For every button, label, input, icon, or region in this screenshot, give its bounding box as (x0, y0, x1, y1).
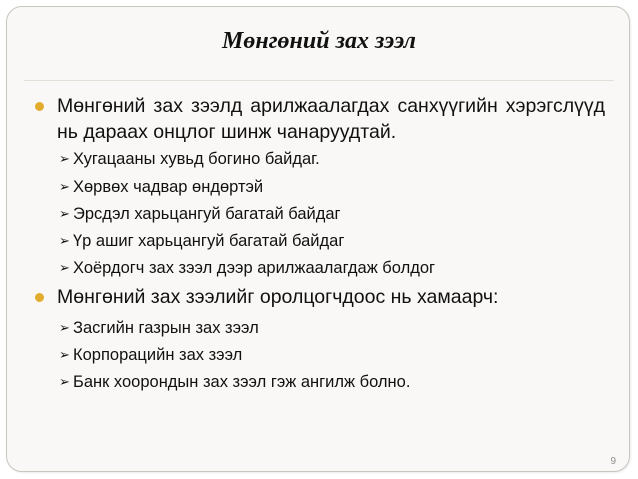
sub-item-text: Корпорацийн зах зээл (73, 346, 243, 364)
sub-item (59, 230, 599, 252)
sub-item-text: Хөрвөх чадвар өндөртэй (73, 178, 264, 196)
sub-item (59, 203, 599, 225)
bullet-text: Мөнгөний зах зээлд арилжаалагдах санхүүгийн хэрэгслүүд нь дараах онцлог шинж чанаруудтай. (57, 95, 605, 143)
sub-item-text: Үр ашиг харьцангуй багатай байдаг (73, 232, 345, 250)
arrow-bullet-icon: ➢ (59, 179, 70, 194)
arrow-bullet-icon: ➢ (59, 206, 70, 221)
sub-item (59, 176, 599, 198)
arrow-bullet-icon: ➢ (59, 151, 70, 166)
page-number: 9 (610, 456, 616, 467)
sub-item-text: Хугацааны хувьд богино байдаг. (73, 150, 320, 168)
bullet-dot-icon (35, 293, 44, 302)
arrow-bullet-icon: ➢ (59, 347, 70, 362)
slide-title: Мөнгөний зах зээл (222, 28, 416, 54)
sub-item (59, 317, 599, 339)
sub-item-text: Банк хоорондын зах зээл гэж ангилж болно. (73, 373, 411, 391)
sub-item (59, 344, 599, 366)
title-divider (24, 80, 614, 81)
sub-item-text: Хоёрдогч зах зээл дээр арилжаалагдаж болдог (73, 259, 436, 277)
sub-item-text: Засгийн газрын зах зээл (73, 319, 259, 337)
arrow-bullet-icon: ➢ (59, 260, 70, 275)
arrow-bullet-icon: ➢ (59, 233, 70, 248)
arrow-bullet-icon: ➢ (59, 374, 70, 389)
bullet-text: Мөнгөний зах зээлийг оролцогчдоос нь хамаарч: (57, 286, 499, 308)
sub-item (59, 257, 599, 279)
sub-item (59, 371, 599, 393)
arrow-bullet-icon: ➢ (59, 320, 70, 335)
bullet-item (35, 284, 605, 310)
sub-item (59, 148, 599, 170)
bullet-item (35, 93, 605, 145)
bullet-dot-icon (35, 102, 44, 111)
sub-item-text: Эрсдэл харьцангуй багатай байдаг (73, 205, 341, 223)
